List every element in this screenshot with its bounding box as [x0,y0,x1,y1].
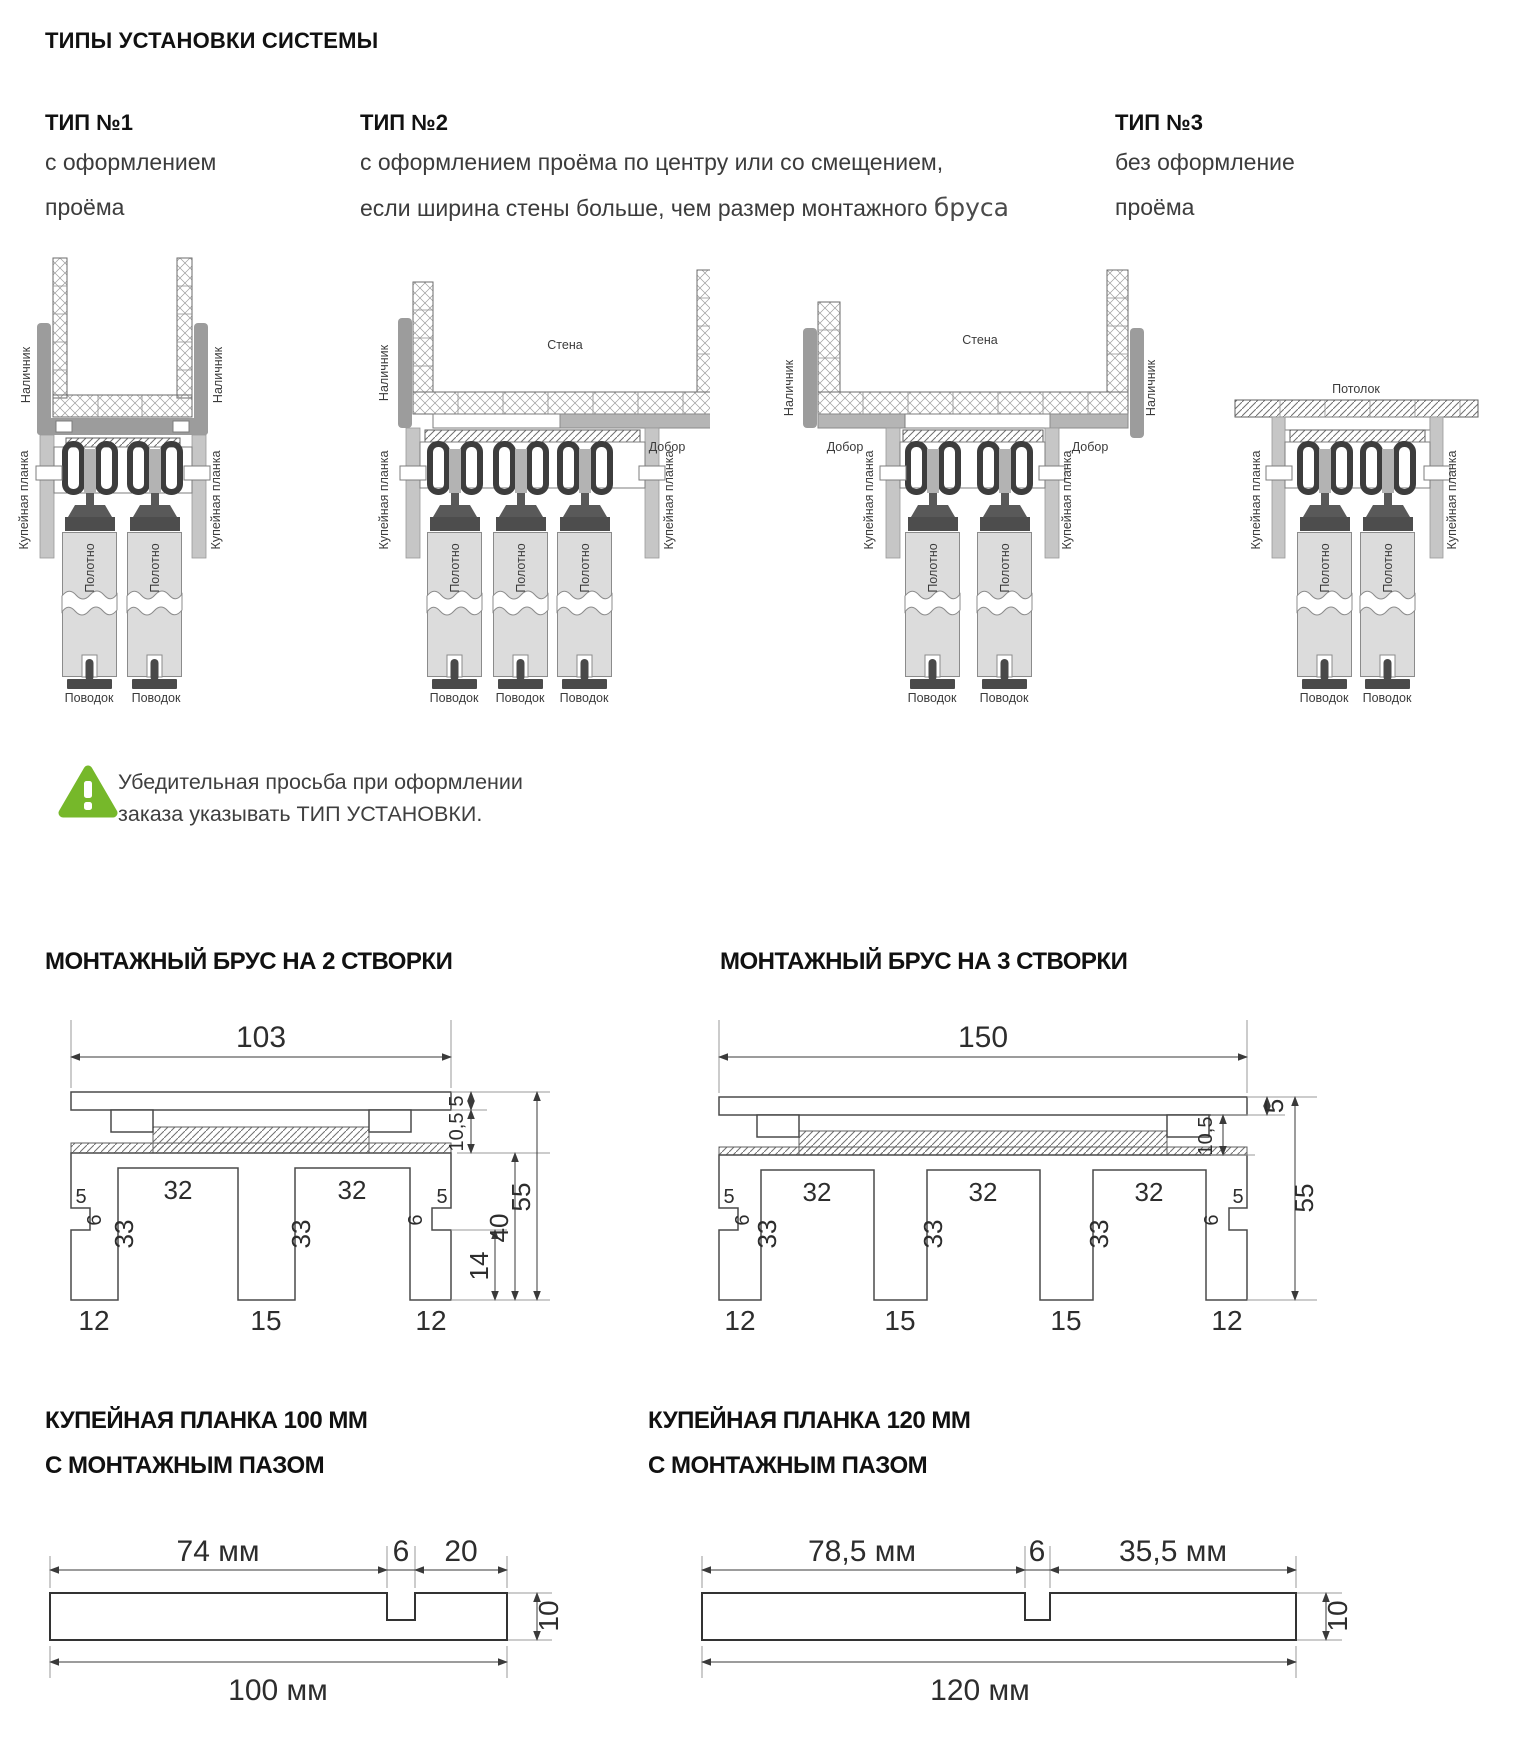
warning-line2: заказа указывать ТИП УСТАНОВКИ. [118,802,483,826]
brus2-dim-14: 14 [464,1251,494,1281]
brus2-dim-slot: 32 [337,1175,367,1205]
section-plk100-heading [45,1398,367,1488]
label-nalichnik: Наличник [211,346,225,404]
page-title: ТИПЫ УСТАНОВКИ СИСТЕМЫ [45,28,379,53]
type2-desc-line2-tail: бруса [933,193,1009,222]
label-nalichnik: Наличник [19,346,33,404]
brus2-dim-55: 55 [506,1182,536,1212]
label-povodok: Поводок [495,691,545,705]
drawing-planka-120 [640,1528,1380,1718]
label-dobor: Добор [826,440,864,454]
plk120-dim-6: 6 [1028,1535,1046,1568]
type1-panels [62,533,182,690]
label-povodok: Поводок [559,691,609,705]
brus2-dim-slot: 32 [163,1175,193,1205]
plk100-dim-6: 6 [392,1535,410,1568]
label-polotno: Полотно [998,543,1012,593]
label-dobor: Добор [648,440,686,454]
plk120-heading-line2: С МОНТАЖНЫМ ПАЗОМ [648,1452,928,1479]
section-plk120-heading [648,1398,970,1488]
brus2-top-board [71,1092,451,1132]
label-povodok: Поводок [1299,691,1349,705]
label-polotno: Полотно [83,543,97,593]
brus3-dim-width: 150 [957,1021,1009,1054]
plk120-dim-355: 35,5 мм [1119,1535,1227,1568]
diagram-type1 [10,248,240,708]
type1-desc-line2: проёма [45,194,125,220]
brus3-dim-notch-w: 5 [1232,1186,1244,1208]
type1-heading: ТИП №1 [45,110,133,135]
type2b-liner [905,414,1050,428]
brus3-dim-notch-h: 6 [732,1214,754,1226]
brus3-dim-b15: 15 [1050,1305,1082,1336]
type1-wall [53,258,192,417]
brus2-dim-b15: 15 [250,1305,282,1336]
plk120-dim-120: 120 мм [930,1674,1030,1707]
label-planka: Купейная планка [209,450,223,550]
type2a-dobor-board [560,414,710,428]
warning-line1: Убедительная просьба при оформлении [118,770,523,794]
label-planka: Купейная планка [377,450,391,550]
section-brus3-heading: МОНТАЖНЫЙ БРУС НА 3 СТВОРКИ [720,948,1128,975]
type3-desc-line1: без оформление [1115,149,1295,175]
type2a-architrave [398,318,412,428]
type2a-track [400,430,665,531]
type2-description [360,140,1009,231]
label-povodok: Поводок [64,691,114,705]
diagram-type3 [1165,248,1500,708]
plk100-dim-100: 100 мм [228,1674,328,1707]
plk100-dim-74: 74 мм [176,1535,260,1568]
brus3-dim-notch-h: 6 [1201,1214,1223,1226]
brus3-dim-slot: 32 [1134,1177,1164,1207]
brus2-dim-step: 10,5 [446,1112,468,1152]
label-polotno: Полотно [1318,543,1332,593]
section-brus2-heading: МОНТАЖНЫЙ БРУС НА 2 СТВОРКИ [45,948,453,975]
brus2-dim-notch-h: 6 [84,1214,106,1226]
type2b-panels [905,533,1032,690]
type2b-dobor-left [818,414,905,428]
label-planka: Купейная планка [862,450,876,550]
label-nalichnik: Наличник [1144,359,1158,417]
brus2-dim-width: 103 [235,1021,287,1054]
label-stena: Стена [962,333,998,347]
label-planka: Купейная планка [1060,450,1074,550]
label-povodok: Поводок [429,691,479,705]
label-polotno: Полотно [148,543,162,593]
brus2-dim-top: 5 [446,1095,468,1107]
label-polotno: Полотно [514,543,528,593]
drawing-planka-100 [40,1528,600,1718]
label-nalichnik: Наличник [377,344,391,402]
label-planka: Купейная планка [17,450,31,550]
label-stena: Стена [547,338,583,352]
brus3-dim-slot: 32 [968,1177,998,1207]
label-potolok: Потолок [1332,382,1380,396]
plk100-dim-10: 10 [533,1600,564,1632]
brus3-dim-b12: 12 [1211,1305,1243,1336]
brus3-dim-depth: 33 [1084,1219,1114,1249]
brus3-dim-b15: 15 [884,1305,916,1336]
brus3-dim-step: 10,5 [1195,1116,1217,1156]
warning-icon [57,763,119,819]
type1-description [45,140,216,230]
label-planka: Купейная планка [1249,450,1263,550]
brus3-dim-slot: 32 [802,1177,832,1207]
drawing-brus-2 [45,1005,560,1345]
type3-description [1115,140,1295,230]
label-polotno: Полотно [1381,543,1395,593]
brus3-dim-b12: 12 [724,1305,756,1336]
label-povodok: Поводок [979,691,1029,705]
plk120-body [702,1593,1296,1640]
diagram-type2-offset [705,248,1165,708]
label-polotno: Полотно [448,543,462,593]
type2b-dobor-right [1050,414,1128,428]
label-polotno: Полотно [578,543,592,593]
plk120-dim-785: 78,5 мм [808,1535,916,1568]
brus3-dim-55: 55 [1289,1183,1319,1213]
type2-desc-line2: если ширина стены больше, чем размер монтажного [360,195,928,221]
plk100-body [50,1593,507,1640]
brus2-dim-notch-w: 5 [436,1186,448,1208]
label-povodok: Поводок [131,691,181,705]
label-dobor: Добор [1071,440,1109,454]
drawing-brus-3 [645,1005,1345,1345]
brus3-dim-depth: 33 [752,1219,782,1249]
brus2-dim-40: 40 [484,1213,514,1243]
label-polotno: Полотно [926,543,940,593]
type2-heading: ТИП №2 [360,110,448,135]
brus2-dim-b12: 12 [78,1305,110,1336]
plk100-heading-line1: КУПЕЙНАЯ ПЛАНКА 100 ММ [45,1407,368,1434]
plk120-dim-10: 10 [1322,1600,1353,1632]
type2-desc-line1: с оформлением проёма по центру или со смещением, [360,149,944,175]
brus2-dim-notch-w: 5 [75,1186,87,1208]
brus2-dim-notch-h: 6 [405,1214,427,1226]
type3-desc-line2: проёма [1115,194,1195,220]
label-nalichnik: Наличник [782,359,796,417]
type2b-track [880,430,1065,531]
type3-liner [1285,417,1430,430]
type3-ceiling [1235,400,1478,417]
diagram-type2-centered [330,248,710,708]
plk100-dim-20: 20 [444,1535,478,1568]
type3-panels [1297,533,1415,690]
label-planka: Купейная планка [662,450,676,550]
brus3-dim-notch-w: 5 [723,1186,735,1208]
label-povodok: Поводок [907,691,957,705]
type2a-liner [433,414,560,428]
brus2-dim-b12: 12 [415,1305,447,1336]
brus3-dim-depth: 33 [918,1219,948,1249]
type1-track [36,438,210,531]
label-povodok: Поводок [1362,691,1412,705]
brus2-dim-depth: 33 [109,1219,139,1249]
brus2-dim-depth: 33 [286,1219,316,1249]
plk120-heading-line1: КУПЕЙНАЯ ПЛАНКА 120 ММ [648,1407,971,1434]
type3-track [1266,430,1450,531]
brus3-dim-top: 5 [1259,1098,1289,1114]
type3-heading: ТИП №3 [1115,110,1203,135]
warning-text [118,766,523,830]
plk100-heading-line2: С МОНТАЖНЫМ ПАЗОМ [45,1452,325,1479]
type1-desc-line1: с оформлением [45,149,217,175]
label-planka: Купейная планка [1445,450,1459,550]
